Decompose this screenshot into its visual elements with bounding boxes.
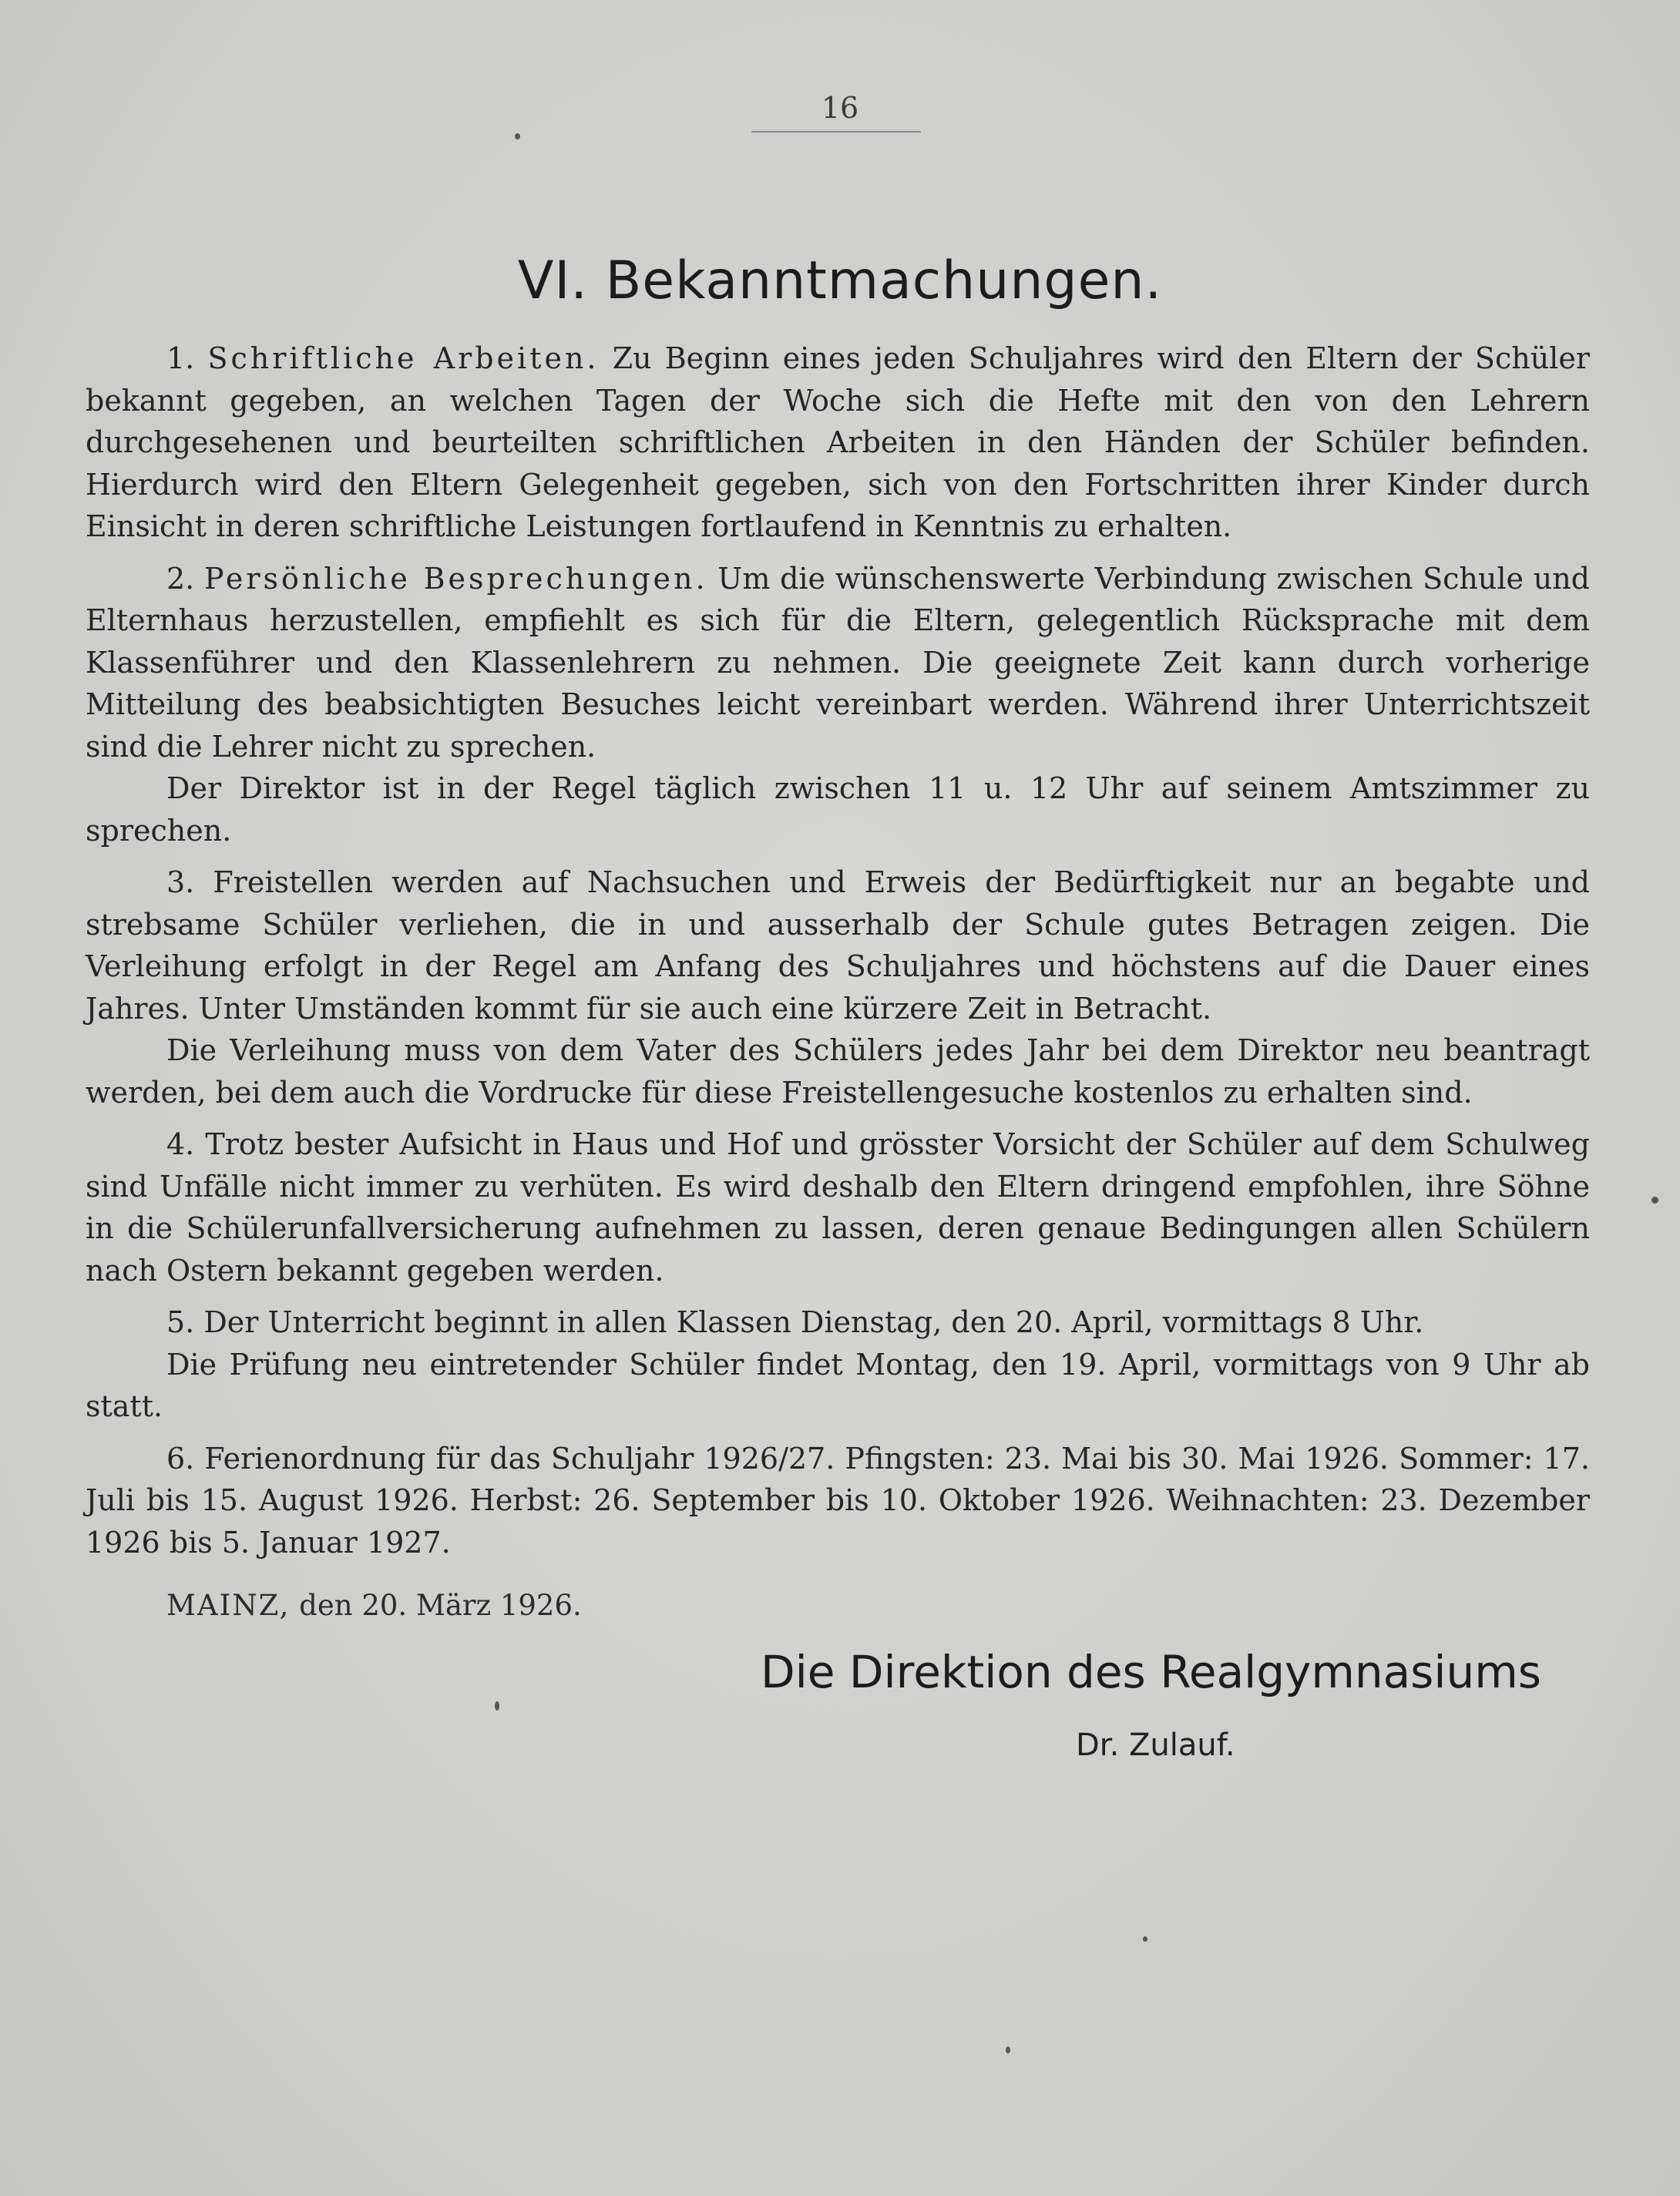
paragraph-2: [86, 558, 1590, 768]
paper-speck: [515, 133, 520, 139]
paper-speck: [1651, 1197, 1658, 1204]
page-number-rule: [751, 131, 921, 133]
paragraph-4: 4. Trotz bester Aufsicht in Haus und Hof und grösster Vorsicht der Schüler auf dem Schulweg sind Unfälle nicht immer zu verhüten. Es wird deshalb den Eltern dringend empfohlen, ihre Söhne in die Schülerunfallversicherung aufnehmen zu lassen, deren genaue Bedingungen allen Schülern nach Ostern bekannt gegeben werden.: [86, 1127, 1590, 1288]
paragraph-1: [86, 337, 1590, 548]
signature-organization: Die Direktion des Realgymnasiums: [761, 1646, 1541, 1698]
paragraph-3-extra: Die Verleihung muss von dem Vater des Schülers jedes Jahr bei dem Direktor neu beantragt werden, bei dem auch die Vordrucke für diese Freistellengesuche kostenlos zu erhalten sind.: [86, 1033, 1590, 1110]
paper-speck: [1143, 1936, 1147, 1942]
paragraph-3: 3. Freistellen werden auf Nachsuchen und Erweis der Bedürftigkeit nur an begabte und strebsame Schüler verliehen, die in und ausserhalb der Schule gutes Betragen zeigen. Die Verleihung erfolgt in der Regel am Anfang des Schuljahres und höchstens auf die Dauer eines Jahres. Unter Umständen kommt für sie auch eine kürzere Zeit in Betracht.: [86, 865, 1590, 1026]
paper-speck: [1006, 2047, 1010, 2053]
item-lead: Persönliche Besprechungen.: [203, 561, 708, 596]
item-lead: Schriftliche Arbeiten.: [207, 341, 600, 375]
paper-speck: [495, 1701, 499, 1711]
paragraph-5-extra: Die Prüfung neu eintretender Schüler findet Montag, den 19. April, vormittags von 9 Uhr ab statt.: [86, 1347, 1590, 1423]
dateline-city: MAINZ,: [166, 1589, 291, 1622]
dateline: [166, 1589, 582, 1622]
signature-name: Dr. Zulauf.: [1076, 1728, 1235, 1763]
item-number: 2.: [166, 561, 204, 596]
page-number: 16: [821, 91, 859, 125]
paragraph-6: 6. Ferienordnung für das Schuljahr 1926/27. Pfingsten: 23. Mai bis 30. Mai 1926. Sommer: 17. Juli bis 15. August 1926. Herbst: 26. September bis 10. Oktober 1926. Weihnachten: 23. Dezember 1926 bis 5. Januar 1927.: [86, 1441, 1590, 1560]
section-heading: VI. Bekanntmachungen.: [517, 250, 1163, 311]
paragraph-5: 5. Der Unterricht beginnt in allen Klassen Dienstag, den 20. April, vormittags 8 Uhr.: [166, 1305, 1424, 1339]
paragraph-2-extra: Der Direktor ist in der Regel täglich zwischen 11 u. 12 Uhr auf seinem Amtszimmer zu sprechen.: [86, 771, 1590, 848]
announcements-body: [86, 337, 1590, 1563]
item-number: 1.: [166, 341, 208, 375]
dateline-date: den 20. März 1926.: [290, 1589, 582, 1622]
item-text: Um die wünschenswerte Verbindung zwischen Schule und Elternhaus herzustellen, empfiehlt es sich für die Eltern, gelegentlich Rücksprache mit dem Klassenführer und den Klassenlehrern zu nehmen. Die geeignete Zeit kann durch vorherige Mitteilung des beabsichtigten Besuches leicht vereinbart werden. Während ihrer Unterrichtszeit sind die Lehrer nicht zu sprechen.: [86, 561, 1591, 764]
item-text: Zu Beginn eines jeden Schuljahres wird den Eltern der Schüler bekannt gegeben, an welchen Tagen der Woche sich die Hefte mit den von den Lehrern durchgesehenen und beurteilten schriftlichen Arbeiten in den Händen der Schüler befinden. Hierdurch wird den Eltern Gelegenheit gegeben, sich von den Fortschritten ihrer Kinder durch Einsicht in deren schriftliche Leistungen fortlaufend in Kenntnis zu erhalten.: [86, 341, 1590, 543]
